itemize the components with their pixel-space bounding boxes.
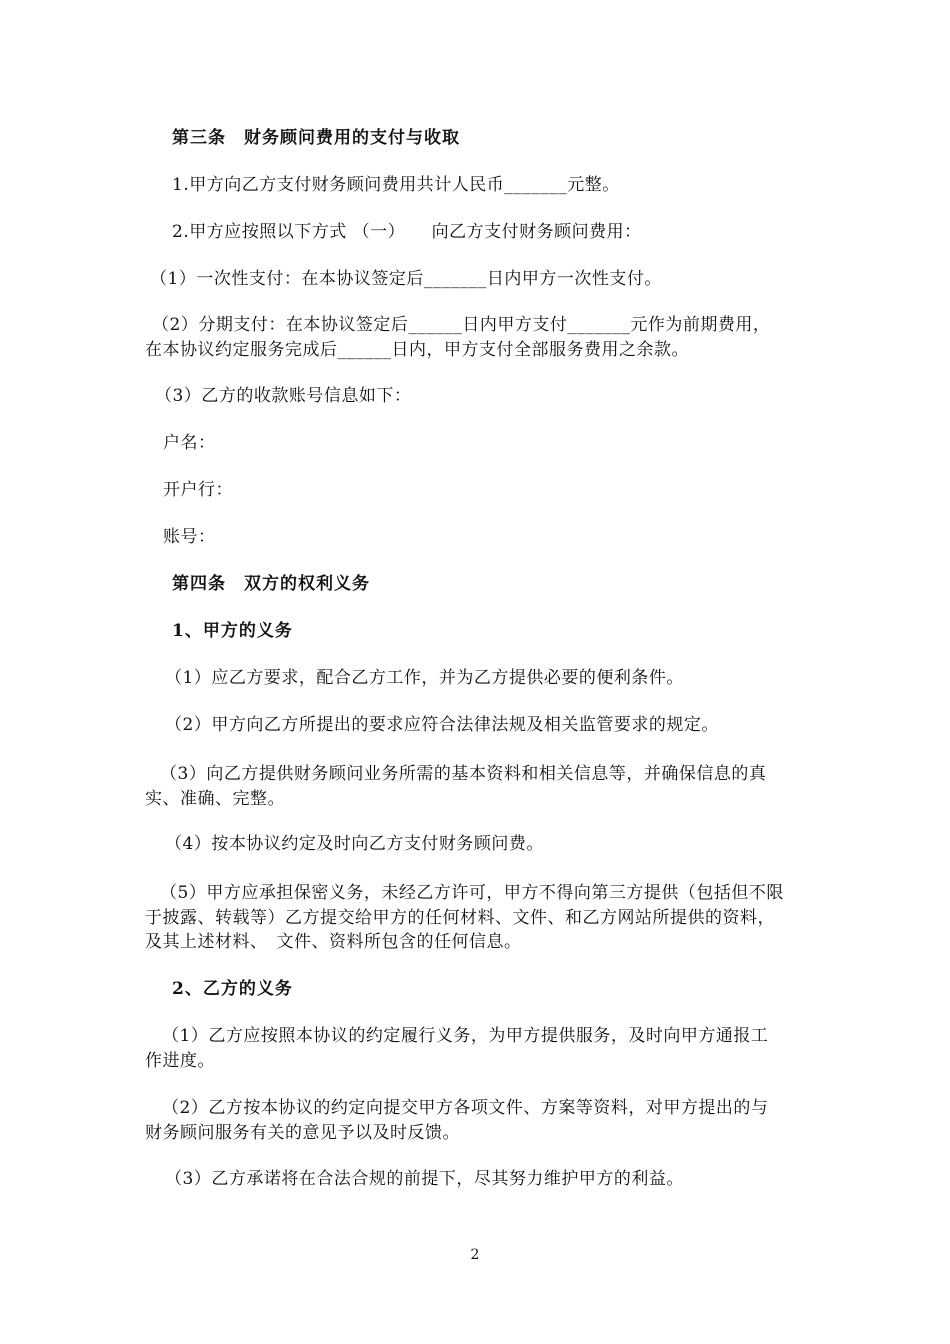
party-a-item-5-line-1: （5）甲方应承担保密义务，未经乙方许可，甲方不得向第三方提供（包括但不限 <box>160 883 784 903</box>
party-b-item-1-line-1: （1）乙方应按照本协议的约定履行义务，为甲方提供服务，及时向甲方通报工 <box>162 1026 769 1046</box>
party-a-item-4: （4）按本协议约定及时向乙方支付财务顾问费。 <box>165 834 544 854</box>
article-3-heading: 第三条 财务顾问费用的支付与收取 <box>172 128 460 148</box>
account-name-label: 户名： <box>163 433 216 453</box>
account-number-label: 账号： <box>163 527 216 547</box>
party-b-item-2-line-2: 财务顾问服务有关的意见予以及时反馈。 <box>145 1123 460 1143</box>
party-a-item-3-line-2: 实、准确、完整。 <box>145 789 285 809</box>
article-3-item-2-2-line-2: 在本协议约定服务完成后______日内，甲方支付全部服务费用之余款。 <box>145 340 689 360</box>
party-b-item-3: （3）乙方承诺将在合法合规的前提下，尽其努力维护甲方的利益。 <box>165 1169 684 1189</box>
party-a-obligations-heading: 1、甲方的义务 <box>172 621 293 641</box>
bank-label: 开户行： <box>163 480 233 500</box>
party-b-item-1-line-2: 作进度。 <box>145 1051 215 1071</box>
party-b-item-2-line-1: （2）乙方按本协议的约定向提交甲方各项文件、方案等资料，对甲方提出的与 <box>162 1098 769 1118</box>
article-4-heading: 第四条 双方的权利义务 <box>172 574 370 594</box>
article-3-item-2-3: （3）乙方的收款账号信息如下： <box>155 386 412 406</box>
article-3-item-2: 2.甲方应按照以下方式 （一） 向乙方支付财务顾问费用： <box>172 222 642 242</box>
party-a-item-2: （2）甲方向乙方所提出的要求应符合法律法规及相关监管要求的规定。 <box>165 715 719 735</box>
party-a-item-1: （1）应乙方要求，配合乙方工作，并为乙方提供必要的便利条件。 <box>165 668 684 688</box>
article-3-item-2-1: （1）一次性支付：在本协议签定后_______日内甲方一次性支付。 <box>150 269 662 289</box>
article-3-item-1: 1.甲方向乙方支付财务顾问费用共计人民币_______元整。 <box>172 175 620 195</box>
party-a-item-3-line-1: （3）向乙方提供财务顾问业务所需的基本资料和相关信息等，并确保信息的真 <box>160 764 767 784</box>
party-a-item-5-line-3: 及其上述材料、 文件、资料所包含的任何信息。 <box>145 932 522 952</box>
party-a-item-5-line-2: 于披露、转载等）乙方提交给甲方的任何材料、文件、和乙方网站所提供的资料， <box>145 908 775 928</box>
page-number: 2 <box>470 1247 480 1263</box>
party-b-obligations-heading: 2、乙方的义务 <box>172 979 293 999</box>
article-3-item-2-2-line-1: （2）分期支付：在本协议签定后______日内甲方支付_______元作为前期费用， <box>152 315 771 335</box>
